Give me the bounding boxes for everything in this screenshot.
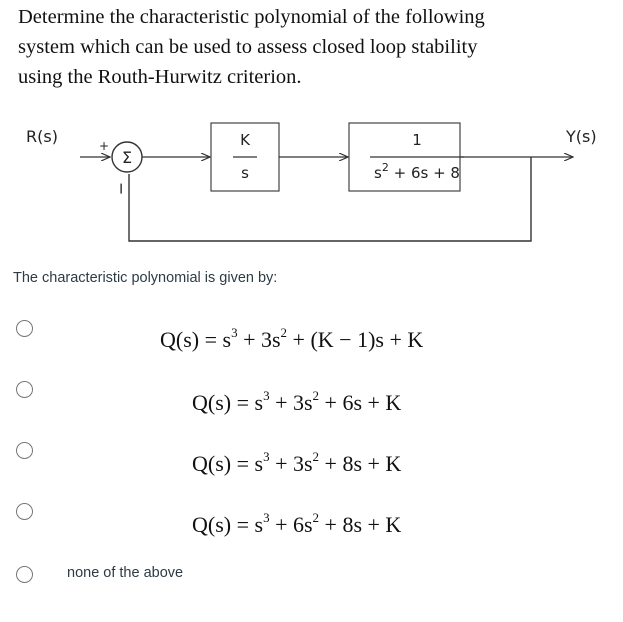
option-4-formula: $Q(s) = s^3 + 6s^2 + 8s + K$ — [192, 510, 402, 537]
output-label: Y(s) — [566, 127, 597, 146]
option-2-formula: $Q(s) = s^3 + 3s^2 + 6s + K$ — [192, 388, 402, 415]
summing-junction — [112, 142, 142, 172]
plant-denominator-base: s — [374, 164, 382, 182]
controller-numerator: K — [240, 131, 250, 149]
sum-symbol: Σ — [121, 148, 133, 167]
minus-sign: − — [112, 182, 131, 196]
question-line-2: system which can be used to assess closed loop stability — [18, 36, 478, 58]
prompt-text: The characteristic polynomial is given by: — [13, 270, 278, 286]
plus-sign: + — [99, 139, 110, 153]
option-1-formula: $Q(s) = s^3 + 3s^2 + (K - 1)s + K$ — [160, 325, 424, 352]
input-label: R(s) — [26, 127, 58, 146]
option-2-radio[interactable] — [16, 381, 33, 398]
block-diagram — [0, 112, 623, 247]
option-5-label: none of the above — [67, 565, 184, 581]
plant-block — [349, 123, 464, 191]
question-line-3: using the Routh-Hurwitz criterion. — [18, 66, 302, 88]
question-line-1: Determine the characteristic polynomial of the following — [18, 6, 485, 28]
controller-block — [211, 123, 279, 191]
plant-numerator: 1 — [412, 131, 422, 149]
question-text — [18, 2, 618, 92]
option-3-radio[interactable] — [16, 442, 33, 459]
feedback-path — [129, 157, 531, 241]
plant-denominator-exp: 2 — [381, 161, 389, 174]
option-5-radio[interactable] — [16, 566, 33, 583]
controller-denominator: s — [241, 164, 249, 182]
option-3-formula: $Q(s) = s^3 + 3s^2 + 8s + K$ — [192, 449, 402, 476]
plant-denominator-rest: + 6s + 8 — [388, 164, 460, 182]
option-1-radio[interactable] — [16, 320, 33, 337]
option-4-radio[interactable] — [16, 503, 33, 520]
